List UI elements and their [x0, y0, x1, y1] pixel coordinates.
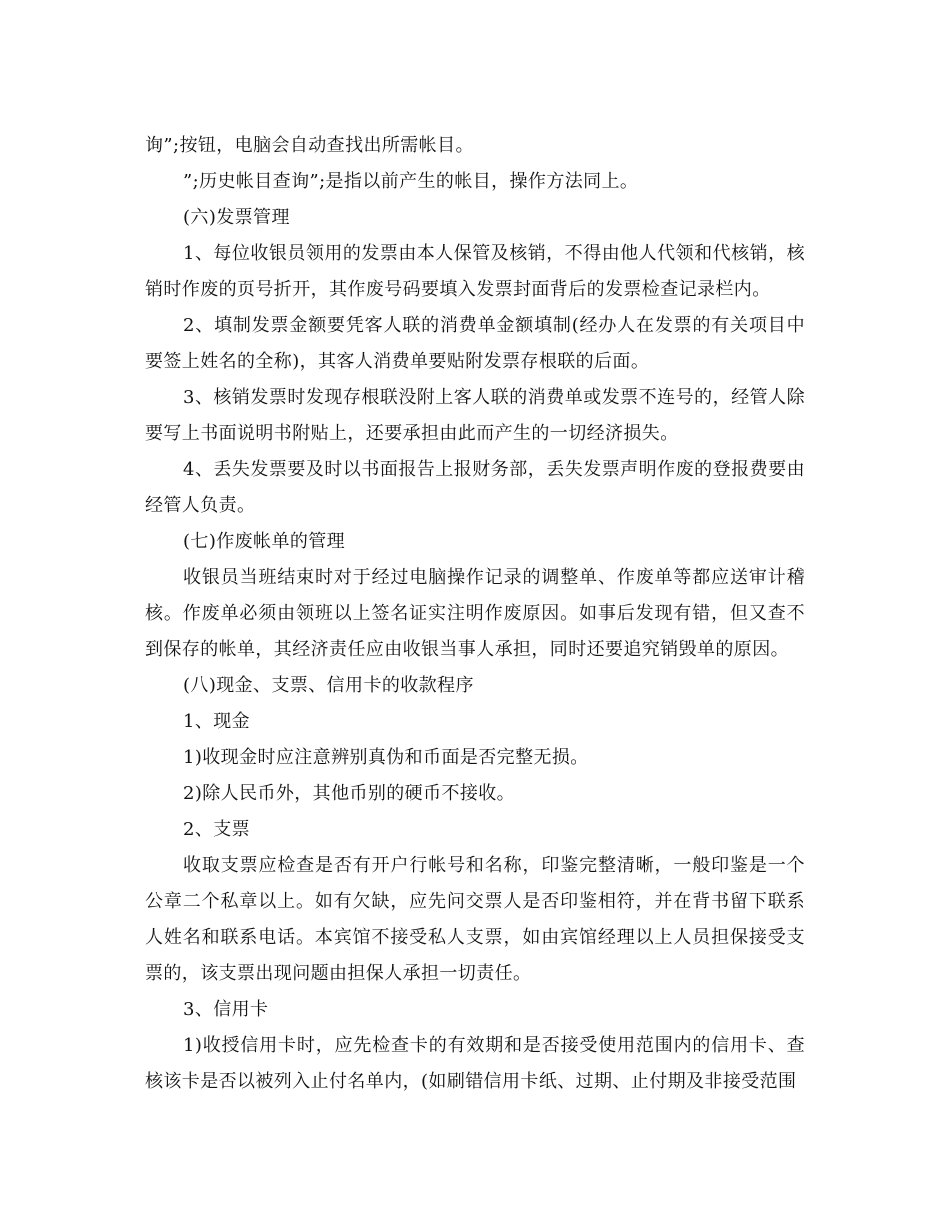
heading-payment-procedure: (八)现金、支票、信用卡的收款程序: [183, 675, 474, 696]
document-body: [145, 128, 805, 1100]
heading-cheque: 2、支票: [183, 819, 251, 840]
paragraph-cash-rule-2: 2)除人民币外，其他币别的硬币不接收。: [183, 783, 516, 804]
paragraph-invoice-rule-2: 2、填制发票金额要凭客人联的消费单金额填制(经办人在发票的有关项目中要签上姓名的全称)，其客人消费单要贴附发票存根联的后面。: [145, 315, 805, 372]
paragraph-invoice-rule-3: 3、核销发票时发现存根联没附上客人联的消费单或发票不连号的，经管人除要写上书面说明书附贴上，还要承担由此而产生的一切经济损失。: [145, 387, 805, 444]
heading-cash: 1、现金: [183, 711, 251, 732]
paragraph-void-bill-rule: 收银员当班结束时对于经过电脑操作记录的调整单、作废单等都应送审计稽核。作废单必须由领班以上签名证实注明作废原因。如事后发现有错，但又查不到保存的帐单，其经济责任应由收银当事人承担，同时还要追究销毁单的原因。: [145, 567, 805, 660]
paragraph-cash-rule-1: 1)收现金时应注意辨别真伪和币面是否完整无损。: [183, 747, 589, 768]
paragraph-cheque-rule: 收取支票应检查是否有开户行帐号和名称，印鉴完整清晰，一般印鉴是一个公章二个私章以上。如有欠缺，应先问交票人是否印鉴相符，并在背书留下联系人姓名和联系电话。本宾馆不接受私人支票，如由宾馆经理以上人员担保接受支票的，该支票出现问题由担保人承担一切责任。: [145, 855, 805, 984]
heading-void-bill-management: (七)作废帐单的管理: [183, 531, 346, 552]
paragraph-credit-card-rule-1: 1)收授信用卡时，应先检查卡的有效期和是否接受使用范围内的信用卡、查核该卡是否以被列入止付名单内，(如刷错信用卡纸、过期、止付期及非接受范围: [145, 1035, 805, 1092]
paragraph-invoice-rule-4: 4、丢失发票要及时以书面报告上报财务部，丢失发票声明作废的登报费要由经管人负责。: [145, 459, 805, 516]
heading-credit-card: 3、信用卡: [183, 999, 269, 1020]
heading-invoice-management: (六)发票管理: [183, 207, 290, 228]
paragraph-query-button: 询”;按钮，电脑会自动查找出所需帐目。: [145, 135, 474, 156]
paragraph-invoice-rule-1: 1、每位收银员领用的发票由本人保管及核销，不得由他人代领和代核销，核销时作废的页号折开，其作废号码要填入发票封面背后的发票检查记录栏内。: [145, 243, 805, 300]
paragraph-history-query: ”;历史帐目查询”;是指以前产生的帐目，操作方法同上。: [183, 171, 639, 192]
